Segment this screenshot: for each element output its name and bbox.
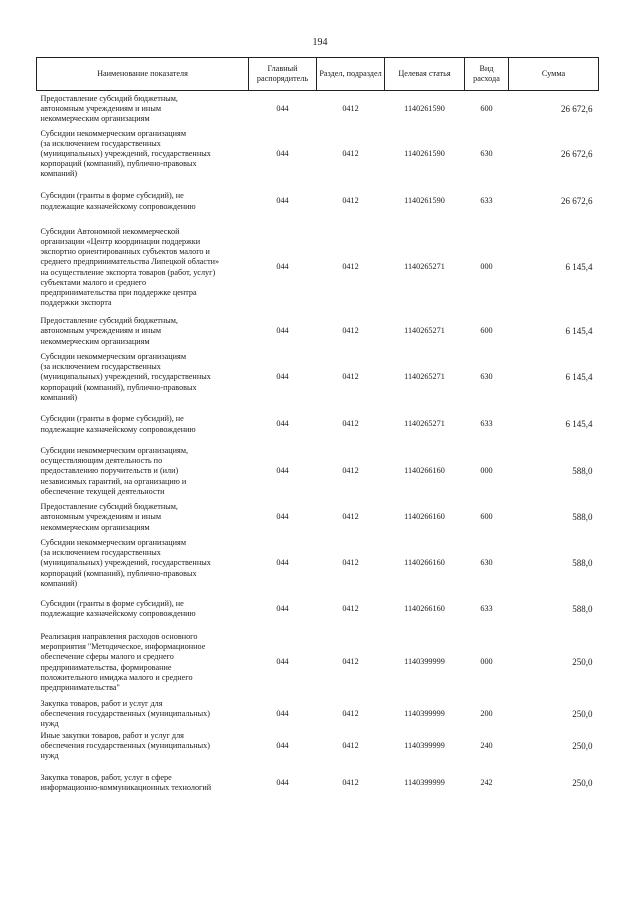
row-name: Субсидии некоммерческим организациям, осуществляющим деятельность по предоставлению поручительств и (или) независимых гарантий, на организацию и обеспечение текущей деятельности bbox=[40, 446, 189, 496]
table-row bbox=[37, 729, 599, 763]
row-section: 0412 bbox=[342, 657, 359, 667]
row-section: 0412 bbox=[342, 148, 359, 158]
row-name: Субсидии (гранты в форме субсидий), не подлежащие казначейскому сопровождению bbox=[40, 598, 196, 618]
row-section: 0412 bbox=[342, 740, 359, 750]
row-amount: 250,0 bbox=[572, 777, 593, 788]
header-name: Наименование показателя bbox=[37, 58, 249, 91]
row-main-manager: 044 bbox=[276, 603, 289, 613]
row-main-manager: 044 bbox=[276, 657, 289, 667]
row-name: Иные закупки товаров, работ и услуг для обеспечения государственных (муниципальных) нужд bbox=[40, 730, 210, 760]
row-expense-type: 600 bbox=[480, 512, 493, 522]
row-amount: 6 145,4 bbox=[565, 419, 593, 430]
row-section: 0412 bbox=[342, 512, 359, 522]
table-row bbox=[37, 592, 599, 627]
row-section: 0412 bbox=[342, 466, 359, 476]
table-header-row bbox=[37, 58, 599, 91]
row-main-manager: 044 bbox=[276, 326, 289, 336]
row-name: Предоставление субсидий бюджетным, автономным учреждениям и иным некоммерческим организациям bbox=[40, 93, 178, 123]
row-main-manager: 044 bbox=[276, 466, 289, 476]
row-section: 0412 bbox=[342, 372, 359, 382]
row-target-article: 1140399999 bbox=[404, 657, 445, 667]
row-main-manager: 044 bbox=[276, 196, 289, 206]
row-name: Субсидии (гранты в форме субсидий), не подлежащие казначейскому сопровождению bbox=[40, 191, 196, 211]
header-target-article: Целевая статья bbox=[385, 58, 465, 91]
row-main-manager: 044 bbox=[276, 740, 289, 750]
row-target-article: 1140399999 bbox=[404, 777, 445, 787]
row-section: 0412 bbox=[342, 326, 359, 336]
row-target-article: 1140265271 bbox=[404, 419, 445, 429]
row-main-manager: 044 bbox=[276, 777, 289, 787]
row-expense-type: 600 bbox=[480, 103, 493, 113]
row-expense-type: 000 bbox=[480, 466, 493, 476]
row-section: 0412 bbox=[342, 708, 359, 718]
row-name: Субсидии Автономной некоммерческой организации «Центр координации поддержки экспортно ориентированных субъектов малого и среднего предпринимательства Липецкой области» на осуществление экспорта товаров (работ, услуг) субъектами малого и среднего предпринимательства при поддержке центра поддержки экспорта bbox=[40, 227, 220, 307]
row-target-article: 1140266160 bbox=[404, 603, 445, 613]
row-main-manager: 044 bbox=[276, 419, 289, 429]
row-main-manager: 044 bbox=[276, 558, 289, 568]
header-main-manager: Главный распорядитель bbox=[249, 58, 317, 91]
row-target-article: 1140261590 bbox=[404, 103, 445, 113]
row-expense-type: 240 bbox=[480, 740, 493, 750]
row-target-article: 1140265271 bbox=[404, 372, 445, 382]
row-expense-type: 000 bbox=[480, 657, 493, 667]
table-row bbox=[37, 314, 599, 350]
row-section: 0412 bbox=[342, 419, 359, 429]
row-expense-type: 200 bbox=[480, 708, 493, 718]
row-section: 0412 bbox=[342, 103, 359, 113]
table-row bbox=[37, 222, 599, 314]
table-row bbox=[37, 350, 599, 406]
table-row bbox=[37, 536, 599, 592]
row-main-manager: 044 bbox=[276, 103, 289, 113]
row-amount: 250,0 bbox=[572, 657, 593, 668]
row-amount: 588,0 bbox=[572, 466, 593, 477]
row-target-article: 1140266160 bbox=[404, 512, 445, 522]
table-row bbox=[37, 406, 599, 444]
row-main-manager: 044 bbox=[276, 262, 289, 272]
page-number: 194 bbox=[312, 37, 328, 48]
row-target-article: 1140399999 bbox=[404, 740, 445, 750]
row-expense-type: 633 bbox=[480, 603, 493, 613]
row-section: 0412 bbox=[342, 603, 359, 613]
row-amount: 26 672,6 bbox=[561, 196, 593, 207]
table-row bbox=[37, 182, 599, 222]
table-row bbox=[37, 444, 599, 500]
table-row bbox=[37, 763, 599, 803]
row-target-article: 1140261590 bbox=[404, 148, 445, 158]
row-expense-type: 630 bbox=[480, 148, 493, 158]
row-expense-type: 630 bbox=[480, 372, 493, 382]
row-main-manager: 044 bbox=[276, 372, 289, 382]
row-name: Субсидии некоммерческим организациям (за исключением государственных (муниципальных) учреждений, государственных корпораций (компаний), публично-правовых компаний) bbox=[40, 538, 211, 588]
row-amount: 26 672,6 bbox=[561, 148, 593, 159]
row-name: Закупка товаров, работ, услуг в сфере информационно-коммуникационных технологий bbox=[40, 772, 212, 792]
row-target-article: 1140265271 bbox=[404, 262, 445, 272]
row-target-article: 1140265271 bbox=[404, 326, 445, 336]
row-amount: 6 145,4 bbox=[565, 372, 593, 383]
budget-table bbox=[36, 57, 599, 803]
row-amount: 250,0 bbox=[572, 740, 593, 751]
row-name: Предоставление субсидий бюджетным, автономным учреждениям и иным некоммерческим организациям bbox=[40, 316, 178, 346]
row-amount: 588,0 bbox=[572, 603, 593, 614]
row-amount: 6 145,4 bbox=[565, 262, 593, 273]
table-row bbox=[37, 500, 599, 536]
row-name: Субсидии некоммерческим организациям (за исключением государственных (муниципальных) учреждений, государственных корпораций (компаний), публично-правовых компаний) bbox=[40, 352, 211, 402]
header-expense-type: Вид расхода bbox=[465, 58, 509, 91]
row-section: 0412 bbox=[342, 262, 359, 272]
row-main-manager: 044 bbox=[276, 148, 289, 158]
row-main-manager: 044 bbox=[276, 512, 289, 522]
row-expense-type: 242 bbox=[480, 777, 493, 787]
row-expense-type: 630 bbox=[480, 558, 493, 568]
row-name: Реализация направления расходов основного мероприятия "Методическое, информационное обеспечение сферы малого и среднего предпринимательства, формирование положительного имиджа малого и среднего предпринимательства" bbox=[40, 632, 206, 692]
row-name: Субсидии (гранты в форме субсидий), не подлежащие казначейскому сопровождению bbox=[40, 414, 196, 434]
row-target-article: 1140266160 bbox=[404, 558, 445, 568]
table-row bbox=[37, 627, 599, 699]
row-amount: 588,0 bbox=[572, 558, 593, 569]
table-row bbox=[37, 699, 599, 729]
row-main-manager: 044 bbox=[276, 708, 289, 718]
table-row bbox=[37, 91, 599, 127]
row-target-article: 1140266160 bbox=[404, 466, 445, 476]
row-amount: 250,0 bbox=[572, 708, 593, 719]
row-amount: 588,0 bbox=[572, 512, 593, 523]
row-expense-type: 633 bbox=[480, 419, 493, 429]
row-expense-type: 633 bbox=[480, 196, 493, 206]
row-section: 0412 bbox=[342, 196, 359, 206]
table-row bbox=[37, 127, 599, 182]
row-section: 0412 bbox=[342, 558, 359, 568]
header-amount: Сумма bbox=[509, 58, 599, 91]
row-name: Предоставление субсидий бюджетным, автономным учреждениям и иным некоммерческим организациям bbox=[40, 502, 178, 532]
header-section: Раздел, подраздел bbox=[317, 58, 385, 91]
row-target-article: 1140399999 bbox=[404, 708, 445, 718]
row-name: Субсидии некоммерческим организациям (за исключением государственных (муниципальных) учреждений, государственных корпораций (компаний), публично-правовых компаний) bbox=[40, 128, 211, 179]
row-section: 0412 bbox=[342, 777, 359, 787]
row-amount: 26 672,6 bbox=[561, 103, 593, 114]
row-name: Закупка товаров, работ и услуг для обеспечения государственных (муниципальных) нужд bbox=[40, 698, 210, 728]
row-target-article: 1140261590 bbox=[404, 196, 445, 206]
row-amount: 6 145,4 bbox=[565, 326, 593, 337]
row-expense-type: 600 bbox=[480, 326, 493, 336]
row-expense-type: 000 bbox=[480, 262, 493, 272]
